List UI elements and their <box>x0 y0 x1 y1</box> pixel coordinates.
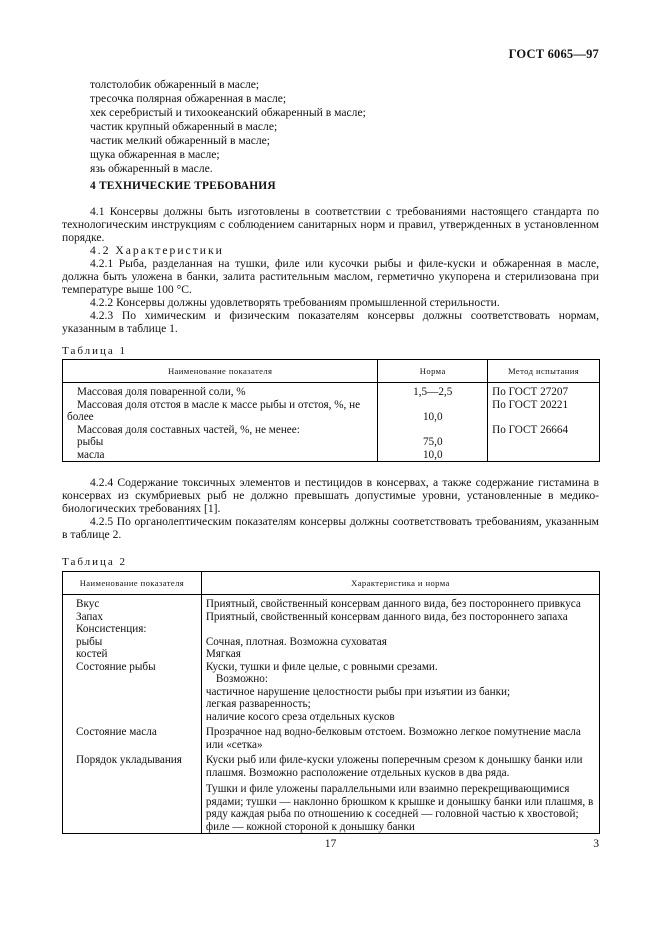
table-cell <box>201 623 599 636</box>
table-row <box>63 723 600 751</box>
table1-header-name: Наименование показателя <box>63 360 378 383</box>
table-cell <box>378 399 488 412</box>
cell-line: Возможно: <box>215 673 268 685</box>
table-row <box>63 424 600 437</box>
table2-header-name: Наименование показателя <box>63 572 202 595</box>
chemical-indicators-table <box>62 359 600 462</box>
list-item: толстолобик обжаренный в масле; <box>90 78 260 91</box>
list-item: тресочка полярная обжаренная в масле; <box>90 92 287 105</box>
table-row <box>63 449 600 462</box>
paragraph-4-2-5: 4.2.5 По органолептическим показателям консервы должны соответствовать требованиям, указанным в таблице 2. <box>62 515 599 541</box>
table-cell <box>488 449 600 462</box>
table-cell: 75,0 <box>378 436 488 449</box>
paragraph-4-2: 4.2 Характеристики <box>90 244 224 257</box>
list-item: язь обжаренный в масле. <box>90 162 213 175</box>
table-cell: Массовая доля составных частей, %, не менее: <box>63 424 378 437</box>
table-row <box>63 399 600 412</box>
table-cell <box>201 661 599 724</box>
cell-line: Мягкая <box>205 648 241 660</box>
table-row <box>63 661 600 724</box>
table-cell <box>378 424 488 437</box>
table-cell: Вкус <box>63 595 202 611</box>
table-cell: масла <box>63 449 378 462</box>
table-cell: По ГОСТ 20221 <box>488 399 600 412</box>
list-item: щука обжаренная в масле; <box>90 148 220 161</box>
table-cell: Массовая доля поваренной соли, % <box>63 383 378 399</box>
section-body-part2 <box>62 476 599 541</box>
page-number: 17 <box>324 837 337 850</box>
table-cell <box>201 636 599 649</box>
table-cell: По ГОСТ 27207 <box>488 383 600 399</box>
table1-header-norm: Норма <box>378 360 488 383</box>
table2-header-characteristic: Характеристика и норма <box>201 572 599 595</box>
cell-line: частичное нарушение целостности рыбы при изъятии из банки; <box>205 685 511 698</box>
table-cell <box>201 648 599 661</box>
table-row <box>63 623 600 636</box>
section-body-part1 <box>62 205 599 335</box>
cell-line: Прозрачное над водно-белковым отстоем. Возможно легкое помутнение масла или «сетка» <box>205 726 581 751</box>
table-row <box>63 411 600 424</box>
cell-line: Тушки и филе уложены параллельными или взаимно перекрещивающимися рядами; тушки — наклонно брюшком к крышке и донышку банки или плашмя, в ряду каждая рыба по отношению к соседней — головной частью к хвостовой; филе — кожной стороной к донышку банки <box>205 783 594 833</box>
table-cell: 10,0 <box>378 449 488 462</box>
table-cell <box>488 411 600 424</box>
table-row <box>63 751 600 834</box>
paragraph-4-2-1: 4.2.1 Рыба, разделанная на тушки, филе или кусочки рыбы и филе-куски и обжаренная в масле, должна быть уложена в банки, залита растительным маслом, герметично укупорена и стерилизована при температуре выше 100 °С. <box>62 257 599 296</box>
table1-header-method: Метод испытания <box>488 360 600 383</box>
table-cell: Консистенция: <box>63 623 202 636</box>
cell-line: Куски рыб или филе-куски уложены поперечным срезом к донышку банки или плашмя. Возможно расположение отдельных кусков в два ряда. <box>205 754 583 779</box>
table-row <box>63 436 600 449</box>
table-row <box>63 636 600 649</box>
table-cell: 10,0 <box>378 411 488 424</box>
table-cell <box>488 436 600 449</box>
corner-page-number: 3 <box>593 837 599 850</box>
cell-line: Куски, тушки и филе целые, с ровными срезами. <box>205 660 438 673</box>
table-row <box>63 611 600 624</box>
table-cell: костей <box>63 648 202 661</box>
list-item: хек серебристый и тихоокеанский обжаренный в масле; <box>90 106 366 119</box>
table-cell: Состояние рыбы <box>63 661 202 724</box>
table2-caption: Таблица 2 <box>62 556 128 568</box>
list-item: частик крупный обжаренный в масле; <box>90 120 278 133</box>
cell-line: наличие косого среза отдельных кусков <box>205 710 395 723</box>
cell-line: легкая разваренность; <box>205 698 311 710</box>
paragraph-4-2-3: 4.2.3 По химическим и физическим показателям консервы должны соответствовать нормам, указанным в таблице 1. <box>62 309 599 335</box>
table-cell <box>201 595 599 611</box>
organoleptic-indicators-table <box>62 571 600 834</box>
table-cell: рыбы <box>63 436 378 449</box>
paragraph-4-2-4: 4.2.4 Содержание токсичных элементов и пестицидов в консервах, а также содержание гистамина в консервах из скумбриевых рыб не должно превышать допустимые уровни, установленные в медико-биологических требованиях [1]. <box>62 476 599 515</box>
table-row <box>63 648 600 661</box>
table-cell: рыбы <box>63 636 202 649</box>
cell-line: Приятный, свойственный консервам данного вида, без постороннего привкуса <box>205 598 581 610</box>
table-cell <box>201 611 599 624</box>
table-row <box>63 383 600 399</box>
table1-caption: Таблица 1 <box>62 345 128 357</box>
fish-product-list <box>90 78 366 176</box>
table-cell: Состояние масла <box>63 723 202 751</box>
table-cell <box>201 723 599 751</box>
cell-line: Сочная, плотная. Возможна суховатая <box>205 635 387 648</box>
paragraph-4-2-2: 4.2.2 Консервы должны удовлетворять требованиям промышленной стерильности. <box>90 296 500 309</box>
table-cell: 1,5—2,5 <box>378 383 488 399</box>
paragraph-4-1: 4.1 Консервы должны быть изготовлены в соответствии с требованиями настоящего стандарта по технологическим инструкциям с соблюдением санитарных норм и правил, утвержденных в установленном порядке. <box>62 205 599 244</box>
table-row <box>63 595 600 611</box>
table-cell: Порядок укладывания <box>63 751 202 834</box>
standard-code: ГОСТ 6065—97 <box>508 47 599 61</box>
table-cell: По ГОСТ 26664 <box>488 424 600 437</box>
table-cell: более <box>63 411 378 424</box>
table-cell: Массовая доля отстоя в масле к массе рыбы и отстоя, %, не <box>63 399 378 412</box>
list-item: частик мелкий обжаренный в масле; <box>90 134 271 147</box>
cell-line: Приятный, свойственный консервам данного вида, без постороннего запаха <box>205 610 568 623</box>
table-cell: Запах <box>63 611 202 624</box>
section-title: 4 ТЕХНИЧЕСКИЕ ТРЕБОВАНИЯ <box>90 180 276 192</box>
table-cell <box>201 751 599 834</box>
